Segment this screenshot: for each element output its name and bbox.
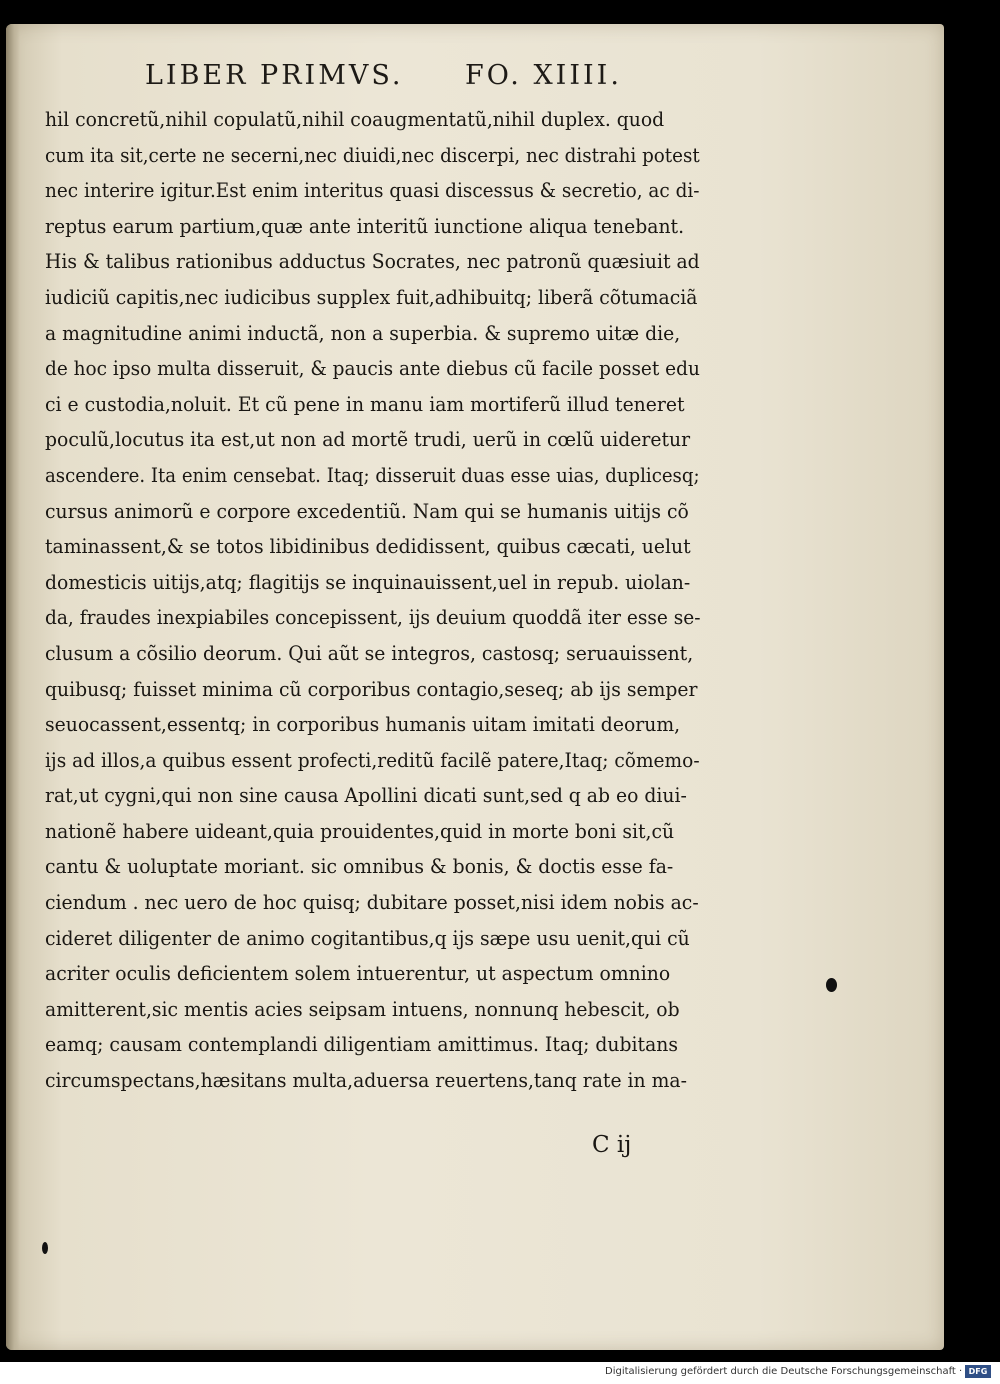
text-line: eamq; causam contemplandi diligentiam amittimus. Itaq; dubitans (45, 1033, 679, 1057)
text-line: amitterent,sic mentis acies seipsam intuens, nonnunq hebescit, ob (45, 997, 680, 1021)
text-line: rat,ut cygni,qui non sine causa Apollini dicati sunt,sed q ab eo diui- (45, 784, 687, 808)
text-line: a magnitudine animi inductã, non a superbia. & supremo uitæ die, (45, 321, 681, 345)
text-line: acriter oculis deficientem solem intuerentur, ut aspectum omnino (45, 962, 671, 986)
text-line: His & talibus rationibus adductus Socrates, nec patronũ quæsiuit ad (45, 250, 700, 274)
signature-mark: C ij (592, 1132, 632, 1158)
text-line: hil concretũ,nihil copulatũ,nihil coaugmentatũ,nihil duplex. quod (45, 108, 665, 131)
text-line: cantu & uoluptate moriant. sic omnibus & bonis, & doctis esse fa- (45, 855, 674, 879)
ink-spot (826, 978, 837, 992)
text-line: cideret diligenter de animo cogitantibus,q ijs sæpe usu uenit,qui cũ (45, 926, 690, 950)
page-edge (6, 24, 20, 1350)
text-line: quibusq; fuisset minima cũ corporibus contagio,seseq; ab ijs semper (45, 677, 698, 701)
text-line: circumspectans,hæsitans multa,aduersa reuertens,tanq rate in ma- (45, 1069, 687, 1093)
folio-number: FO. XIIII. (465, 60, 622, 91)
text-line: da, fraudes inexpiabiles concepissent, ijs deuium quoddã iter esse se- (45, 606, 701, 630)
text-line: ascendere. Ita enim censebat. Itaq; disseruit duas esse uias, duplicesq; (45, 463, 700, 487)
body-text (45, 102, 725, 1099)
text-line: ijs ad illos,a quibus essent profecti,reditũ facilẽ patere,Itaq; cõmemo- (45, 748, 700, 772)
text-line: cursus animorũ e corpore excedentiũ. Nam qui se humanis uitijs cõ (45, 499, 689, 523)
text-line: cum ita sit,certe ne secerni,nec diuidi,nec discerpi, nec distrahi potest (45, 143, 700, 167)
running-head (145, 60, 665, 100)
digitization-credit: Digitalisierung gefördert durch die Deutsche Forschungsgemeinschaft · (605, 1366, 963, 1377)
text-line: domesticis uitijs,atq; flagitijs se inquinauissent,uel in repub. uiolan- (45, 570, 691, 594)
running-head-title: LIBER PRIMVS. (145, 60, 404, 91)
text-line: nationẽ habere uideant,quia prouidentes,quid in morte boni sit,cũ (45, 819, 675, 843)
text-line: nec interire igitur.Est enim interitus quasi discessus & secretio, ac di- (45, 179, 700, 203)
text-line: seuocassent,essentq; in corporibus humanis uitam imitati deorum, (45, 713, 681, 737)
text-line: poculũ,locutus ita est,ut non ad mortẽ trudi, uerũ in cœlũ uideretur (45, 428, 691, 452)
text-line: taminassent,& se totos libidinibus dedidissent, quibus cæcati, uelut (45, 535, 691, 559)
ink-spot (42, 1242, 48, 1254)
text-line: de hoc ipso multa disseruit, & paucis ante diebus cũ facile posset edu (45, 357, 700, 381)
text-line: iudiciũ capitis,nec iudicibus supplex fuit,adhibuitq; liberã cõtumaciã (45, 285, 698, 309)
text-line: ciendum . nec uero de hoc quisq; dubitare posset,nisi idem nobis ac- (45, 891, 699, 915)
text-line: clusum a cõsilio deorum. Qui aũt se integros, castosq; seruauissent, (45, 641, 694, 665)
text-line: ci e custodia,noluit. Et cũ pene in manu iam mortiferũ illud teneret (45, 392, 685, 416)
dfg-logo: DFG (965, 1365, 991, 1378)
text-line: reptus earum partium,quæ ante interitũ iunctione aliqua tenebant. (45, 214, 685, 238)
